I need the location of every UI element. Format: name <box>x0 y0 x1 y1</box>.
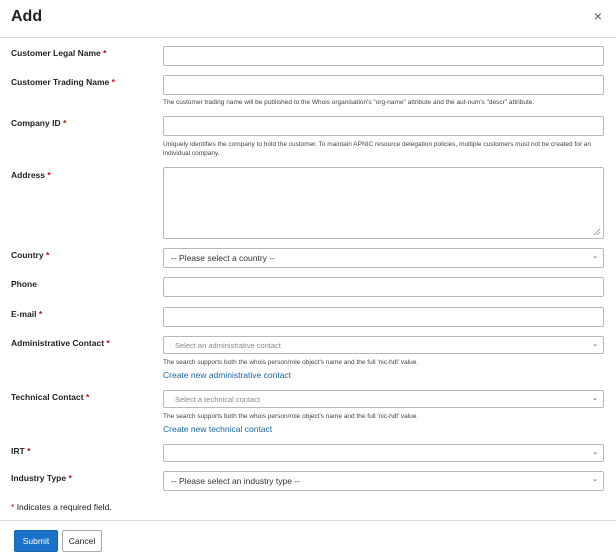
country-selected-value: -- Please select a country -- <box>171 253 275 263</box>
footer-divider <box>0 520 616 521</box>
required-marker: * <box>45 250 50 260</box>
irt-select[interactable] <box>163 444 604 462</box>
required-marker: * <box>85 392 90 402</box>
industry-type-selected-value: -- Please select an industry type -- <box>171 476 300 486</box>
trading-name-help: The customer trading name will be published to the Whois organisation's "org-name" attribute and the aut-num's "descr" attribute. <box>163 99 535 106</box>
tech-contact-select[interactable] <box>163 390 604 408</box>
tech-contact-label-text: Technical Contact <box>11 392 84 402</box>
admin-contact-label-text: Administrative Contact <box>11 338 105 348</box>
chevron-down-icon: ⌄ <box>592 253 598 260</box>
admin-contact-placeholder: Select an administrative contact <box>175 341 281 350</box>
address-label-text: Address <box>11 170 46 180</box>
required-marker: * <box>47 170 51 180</box>
address-textarea[interactable] <box>163 167 604 239</box>
required-marker: * <box>111 77 115 87</box>
required-marker: * <box>38 309 43 319</box>
country-label <box>11 250 49 260</box>
admin-contact-help: The search supports both the whois person/role object's name and the full 'nic-hdl' value. <box>163 359 419 366</box>
company-id-input[interactable] <box>163 116 604 136</box>
phone-input[interactable] <box>163 277 604 297</box>
chevron-down-icon: ⌄ <box>592 395 598 402</box>
tech-contact-placeholder: Select a technical contact <box>175 395 261 404</box>
submit-button[interactable]: Submit <box>14 530 58 552</box>
address-label <box>11 170 51 180</box>
required-marker: * <box>103 48 107 58</box>
industry-type-select[interactable] <box>163 471 604 491</box>
required-marker: * <box>106 338 110 348</box>
industry-type-label-text: Industry Type <box>11 473 67 483</box>
phone-label-text: Phone <box>11 279 37 289</box>
company-id-help: Uniquely identifies the company to hold the customer. To maintain APNIC resource delegation policies, multiple customers must not be created for an individual company. <box>163 141 592 157</box>
required-marker: * <box>62 118 67 128</box>
modal-title: Add <box>11 8 43 25</box>
irt-label <box>11 446 30 456</box>
required-marker: * <box>11 502 15 512</box>
required-marker: * <box>68 473 72 483</box>
company-id-label-text: Company ID <box>11 118 61 128</box>
trading-name-label <box>11 77 115 87</box>
chevron-down-icon: ⌄ <box>592 341 598 348</box>
phone-label <box>11 279 37 289</box>
legal-name-label <box>11 48 106 58</box>
email-label-text: E-mail <box>11 309 37 319</box>
email-input[interactable] <box>163 307 604 327</box>
irt-label-text: IRT <box>11 446 25 456</box>
modal-header <box>0 0 616 38</box>
create-admin-contact-link[interactable]: Create new administrative contact <box>163 370 292 380</box>
required-note-text: Indicates a required field. <box>16 502 112 512</box>
country-label-text: Country <box>11 250 44 260</box>
chevron-down-icon: ⌄ <box>592 449 598 456</box>
admin-contact-label <box>11 338 110 348</box>
tech-contact-label <box>11 392 89 402</box>
trading-name-input[interactable] <box>163 75 604 95</box>
chevron-down-icon: ⌄ <box>592 476 598 483</box>
cancel-button[interactable]: Cancel <box>62 530 102 552</box>
resize-handle-icon[interactable] <box>593 228 601 236</box>
legal-name-input[interactable] <box>163 46 604 66</box>
legal-name-label-text: Customer Legal Name <box>11 48 101 58</box>
close-icon[interactable]: × <box>593 8 602 24</box>
country-select[interactable] <box>163 248 604 268</box>
tech-contact-help: The search supports both the whois person/role object's name and the full 'nic-hdl' value. <box>163 413 419 420</box>
create-tech-contact-link[interactable]: Create new technical contact <box>163 424 273 434</box>
email-label <box>11 309 42 319</box>
trading-name-label-text: Customer Trading Name <box>11 77 110 87</box>
required-field-note <box>11 502 112 512</box>
required-marker: * <box>27 446 31 456</box>
company-id-label <box>11 118 66 128</box>
industry-type-label <box>11 473 72 483</box>
admin-contact-select[interactable] <box>163 336 604 354</box>
